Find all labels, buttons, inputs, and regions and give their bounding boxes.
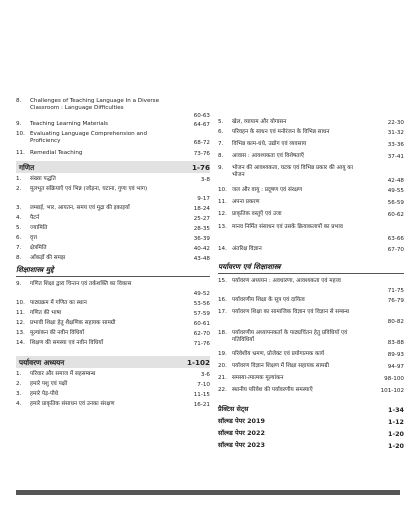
entry-title: लम्बाई, भार, आयतन, समय एवं मुद्रा की इकाइयाँ — [30, 205, 130, 211]
entry-page: 37-41 — [387, 153, 404, 160]
entry-number: 20. — [218, 363, 227, 369]
entry-page: 49-52 — [193, 290, 210, 297]
entry-page: 101-102 — [380, 387, 404, 394]
entry-page: 7-10 — [197, 381, 210, 388]
entry-number: 12. — [16, 320, 25, 326]
entry-title: सॉल्व्ड पेपर 2022 — [218, 429, 265, 437]
entry-number: 10. — [16, 300, 25, 306]
entry-number: 2. — [16, 381, 22, 387]
toc-entry — [218, 187, 404, 195]
entry-page: 83-88 — [387, 339, 404, 346]
entry-page: 63-66 — [387, 235, 404, 242]
entry-title: विभिन्न काम-धंधे, उद्योग एवं व्यवसाय — [232, 141, 307, 147]
entry-number: 4. — [16, 215, 22, 221]
entry-title: पर्यावरणीय अध्यापनकर्ता के पाठ्यचिंतन हेतु प्रविधियाँ एवं गतिविधियाँ — [232, 330, 348, 344]
practice-sets — [218, 405, 404, 414]
entry-title: संख्या पद्धति — [30, 176, 56, 182]
entry-number: 10. — [16, 131, 25, 137]
entry-page: 89-93 — [387, 351, 404, 358]
entry-number: 9. — [16, 121, 22, 127]
toc-entry — [218, 165, 404, 185]
entry-number: 15. — [218, 278, 227, 284]
entry-title: पैटर्न — [30, 215, 40, 221]
entry-title: वृत्त — [30, 235, 37, 241]
entry-page: 9-17 — [197, 195, 210, 202]
toc-entry — [16, 255, 210, 263]
entry-title: क्षेत्रमिति — [30, 245, 47, 251]
entry-number: 16. — [218, 297, 227, 303]
entry-page: 49-55 — [387, 187, 404, 194]
entry-page: 28-35 — [193, 225, 210, 232]
entry-title: परिवार और समाज में सहसम्बन्ध — [30, 371, 96, 377]
toc-entry — [218, 375, 404, 383]
entry-number: 10. — [218, 187, 227, 193]
entry-number: 13. — [218, 224, 227, 230]
entry-number: 18. — [218, 330, 227, 336]
entry-page: 62-70 — [193, 330, 210, 337]
entry-page: 60-62 — [387, 211, 404, 218]
entry-page: 71-76 — [193, 340, 210, 347]
toc-entry — [218, 297, 404, 305]
toc-entry — [218, 363, 404, 371]
entry-title: ज्यामिति — [30, 225, 48, 231]
entry-number: 9. — [218, 165, 224, 171]
entry-title: खेल, व्यायाम और योगासन — [232, 119, 287, 125]
entry-title: हमारे प्राकृतिक संसाधन एवं उनका संरक्षण — [30, 401, 115, 407]
toc-entry — [16, 281, 210, 298]
entry-page: 3-8 — [200, 176, 210, 183]
pedagogy-heading: पर्यावरण एवं शिक्षाशास्त्र — [218, 262, 281, 271]
entry-number: 7. — [218, 141, 224, 147]
entry-page: 18-24 — [193, 205, 210, 212]
toc-entry — [16, 205, 210, 213]
entry-title: सॉल्व्ड पेपर 2019 — [218, 417, 265, 425]
entry-page: 16-21 — [193, 401, 210, 408]
entry-page: 64-67 — [193, 121, 210, 128]
entry-title: पर्यावरणीय शिक्षा के सूत्र एवं दायित्व — [232, 297, 305, 303]
toc-entry — [218, 309, 404, 326]
entry-number: 11. — [16, 310, 25, 316]
toc-entry — [16, 340, 210, 348]
section-header-environment — [16, 356, 210, 368]
entry-title: प्राकृतिक वस्तुएँ एवं उजा — [232, 211, 282, 217]
entry-number: 21. — [218, 375, 227, 381]
toc-entry — [218, 246, 404, 254]
toc-entry — [16, 401, 210, 409]
entry-number: 6. — [16, 235, 22, 241]
entry-page: 80-82 — [387, 318, 404, 325]
entry-page: 43-48 — [193, 255, 210, 262]
entry-number: 7. — [16, 245, 22, 251]
solved-paper-2022 — [218, 429, 404, 438]
entry-number: 8. — [218, 153, 224, 159]
entry-title: पर्यावरण अध्ययन : अवधारणा, आवश्यकता एवं महत्त्व — [232, 278, 341, 284]
entry-page: 68-72 — [193, 139, 210, 146]
entry-number: 13. — [16, 330, 25, 336]
entry-page: 40-42 — [193, 245, 210, 252]
entry-page: 60-63 — [193, 112, 210, 119]
toc-entry — [218, 129, 404, 137]
entry-page: 1-20 — [388, 441, 404, 450]
entry-page: 56-59 — [387, 199, 404, 206]
entry-title: सॉल्व्ड पेपर 2023 — [218, 441, 265, 449]
entry-number: 3. — [16, 205, 22, 211]
toc-entry — [16, 121, 210, 129]
entry-title: अंतरिक्ष विज्ञान — [232, 246, 262, 252]
entry-number: 14. — [16, 340, 25, 346]
toc-entry — [218, 141, 404, 149]
entry-title: प्रैक्टिस सेट्स — [218, 405, 249, 413]
toc-entry — [218, 387, 404, 395]
entry-page: 1-34 — [388, 405, 404, 414]
entry-page: 11-15 — [193, 391, 210, 398]
entry-number: 8. — [16, 255, 22, 261]
footer-bar — [16, 490, 400, 495]
toc-entry — [218, 351, 404, 359]
entry-title: जल और वायु : प्रदूषण एवं संरक्षण — [232, 187, 303, 193]
entry-number: 5. — [218, 119, 224, 125]
entry-page: 3-6 — [200, 371, 210, 378]
section-header-maths — [16, 161, 210, 173]
entry-title: Evaluating Language Comprehension and Proficiency — [30, 131, 148, 145]
toc-entry — [16, 186, 210, 203]
section-title: पर्यावरण अध्ययन — [19, 358, 65, 367]
entry-number: 19. — [218, 351, 227, 357]
entry-number: 9. — [16, 281, 22, 287]
toc-entry — [218, 199, 404, 207]
entry-page: 25-27 — [193, 215, 210, 222]
section-pages: 1-102 — [187, 358, 210, 367]
entry-title: पर्यावरण शिक्षा का सामाजिक विज्ञान एवं विज्ञान से सम्बन्ध — [232, 309, 350, 315]
entry-number: 22. — [218, 387, 227, 393]
entry-number: 17. — [218, 309, 227, 315]
entry-title: अपना प्रकरण — [232, 199, 260, 205]
entry-number: 8. — [16, 98, 22, 104]
entry-page: 98-100 — [384, 375, 404, 382]
entry-page: 67-70 — [387, 246, 404, 253]
toc-entry — [218, 330, 404, 347]
toc-entry — [16, 98, 210, 120]
divider — [218, 273, 404, 274]
entry-page: 1-12 — [388, 417, 404, 426]
entry-page: 1-20 — [388, 429, 404, 438]
entry-number: 6. — [218, 129, 224, 135]
toc-entry — [16, 131, 210, 147]
toc-entry — [16, 310, 210, 318]
entry-page: 33-36 — [387, 141, 404, 148]
entry-page: 60-61 — [193, 320, 210, 327]
entry-number: 3. — [16, 391, 22, 397]
toc-entry — [16, 381, 210, 389]
entry-title: मूलभूत संक्रियाएँ एवं भिन्न (जोड़ना, घटाना, गुणा एवं भाग) — [30, 186, 148, 192]
entry-title: आँकड़ों की समझ — [30, 255, 66, 261]
section-pages: 1-76 — [192, 163, 210, 172]
entry-number: 1. — [16, 176, 22, 182]
toc-entry — [16, 235, 210, 243]
entry-number: 5. — [16, 225, 22, 231]
entry-title: मूल्यांकन की नवीन विधियाँ — [30, 330, 84, 336]
toc-entry — [218, 211, 404, 219]
entry-title: Challenges of Teaching Language In a Diverse Classroom : Language Difficulties — [30, 98, 160, 112]
entry-title: Remedial Teaching — [30, 150, 83, 156]
toc-entry — [16, 391, 210, 399]
entry-title: गणित शिक्षा द्वारा चिन्तन एवं तर्कशक्ति का विकास — [30, 281, 132, 287]
entry-title: मानव निर्मित संसाधन एवं उसके क्रियाकलापों का प्रभाव — [232, 224, 343, 230]
entry-page: 31-32 — [387, 129, 404, 136]
entry-title: पर्यावरण विज्ञान शिक्षण में शिक्षा सहायक सामग्री — [232, 363, 329, 369]
toc-entry — [218, 119, 404, 127]
entry-title: हमारे पेड़-पौधे — [30, 391, 59, 397]
toc-entry — [16, 225, 210, 233]
entry-title: आवास : आवश्यकता एवं विशेषताएँ — [232, 153, 304, 159]
divider — [16, 276, 210, 277]
pedagogy-heading: शिक्षाशास्त्र मुद्दे — [16, 265, 54, 274]
entry-title: प्रभावी शिक्षा हेतु शैक्षणिक सहायक सामग्री — [30, 320, 116, 326]
toc-entry — [16, 330, 210, 338]
entry-page: 53-56 — [193, 300, 210, 307]
entry-title: पाठ्यक्रम में गणित का स्थान — [30, 300, 87, 306]
entry-title: गणित की भाषा — [30, 310, 62, 316]
entry-page: 76-79 — [387, 297, 404, 304]
entry-page: 94-97 — [387, 363, 404, 370]
section-title: गणित — [19, 163, 35, 172]
entry-number: 14. — [218, 246, 227, 252]
toc-entry — [16, 300, 210, 308]
entry-title: स्थानीय परिवेश की पर्यावरणीय समस्याएँ — [232, 387, 313, 393]
toc-entry — [218, 224, 404, 243]
entry-number: 2. — [16, 186, 22, 192]
entry-number: 12. — [218, 211, 227, 217]
entry-page: 22-30 — [387, 119, 404, 126]
entry-title: परिवेशीय भ्रमण, प्रोजेक्ट एवं प्रयोगात्मक कार्य — [232, 351, 325, 357]
entry-title: शिक्षण की समस्या एवं नवीन विधियाँ — [30, 340, 104, 346]
entry-title: भोजन की आवश्यकता, घटक एवं विभिन्न प्रकार की आयु का भोजन — [232, 165, 353, 179]
entry-page: 71-75 — [387, 287, 404, 294]
entry-title: परिवहन के साधन एवं मनोरंजन के विभिन्न साधन — [232, 129, 330, 135]
entry-page: 57-59 — [193, 310, 210, 317]
toc-entry — [16, 245, 210, 253]
entry-title: समस्या-त्मात्मक मूल्यांकन — [232, 375, 284, 381]
toc-entry — [16, 150, 210, 158]
entry-title: हमारे पशु एवं पक्षी — [30, 381, 68, 387]
toc-entry — [16, 176, 210, 184]
entry-page: 73-76 — [193, 150, 210, 157]
entry-title: Teaching Learning Materials — [30, 121, 109, 127]
toc-entry — [218, 278, 404, 295]
solved-paper-2023 — [218, 441, 404, 450]
toc-entry — [16, 215, 210, 223]
entry-number: 11. — [218, 199, 227, 205]
toc-entry — [218, 153, 404, 161]
solved-paper-2019 — [218, 417, 404, 426]
entry-page: 36-39 — [193, 235, 210, 242]
toc-entry — [16, 371, 210, 379]
entry-number: 4. — [16, 401, 22, 407]
entry-page: 42-48 — [387, 177, 404, 184]
toc-entry — [16, 320, 210, 328]
entry-number: 11. — [16, 150, 25, 156]
entry-number: 1. — [16, 371, 22, 377]
